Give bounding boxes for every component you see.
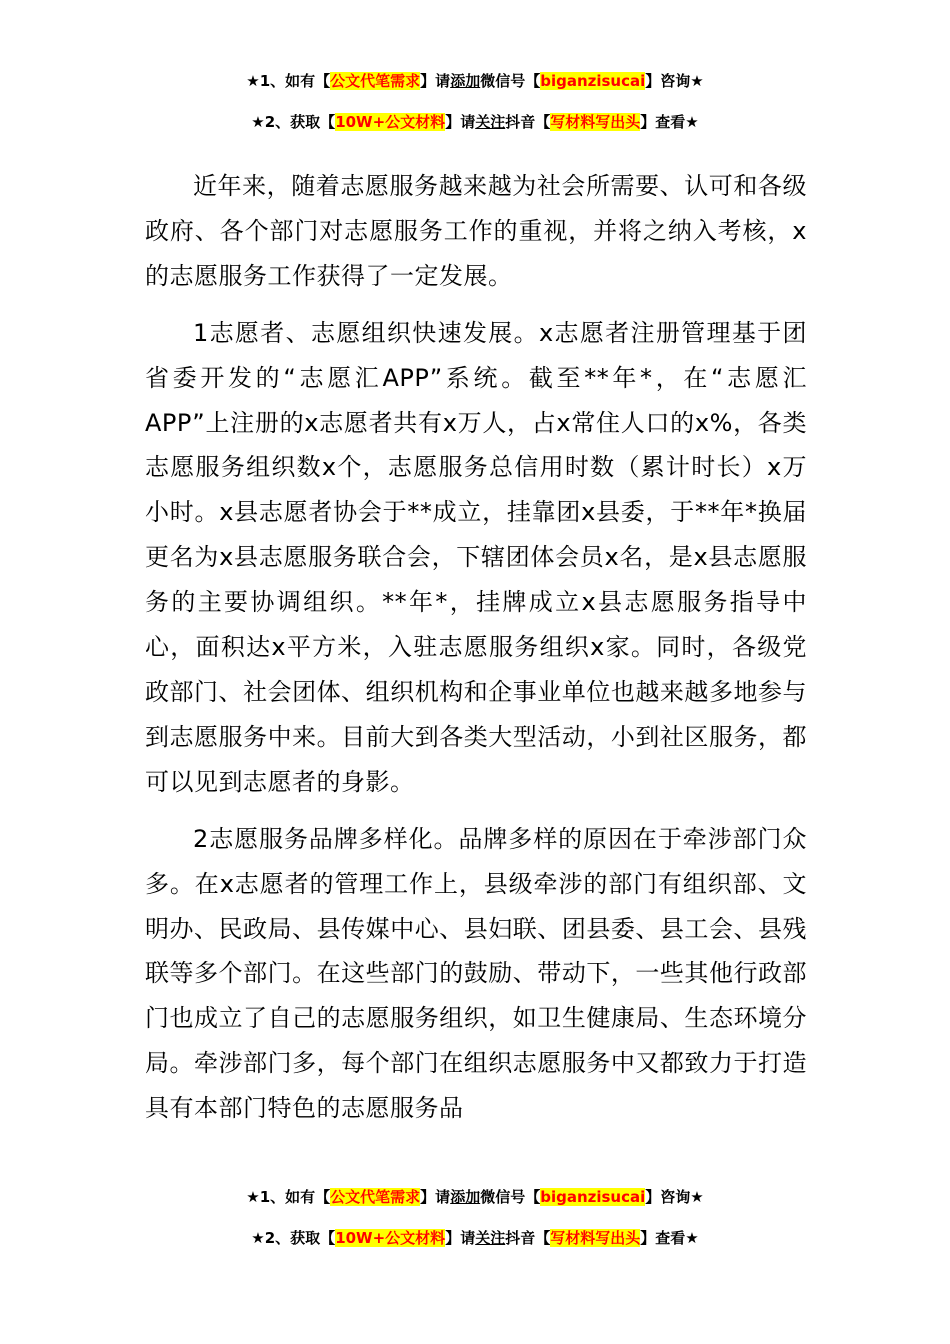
- promo-highlight: 公文代笔需求: [330, 1188, 421, 1206]
- footer-promo-line-2: [0, 1228, 950, 1248]
- promo-wechat-id: biganzisucai: [540, 72, 646, 90]
- promo-prefix: ★1、如有【: [246, 72, 331, 90]
- promo-prefix: ★2、获取【: [251, 113, 336, 131]
- promo-suffix: 】咨询★: [645, 72, 704, 90]
- promo-wechat-id: biganzisucai: [540, 1188, 646, 1206]
- promo-text: 微信号【: [480, 1188, 541, 1206]
- promo-emphasis: 关注: [475, 1229, 506, 1247]
- body-paragraph-volunteer-growth: 1志愿者、志愿组织快速发展。x志愿者注册管理基于团省委开发的“志愿汇APP”系统。截至**年*，在“志愿汇APP”上注册的x志愿者共有x万人，占x常住人口的x%，各类志愿服务组织数x个，志愿服务总信用时数（累计时长）x万小时。x县志愿者协会于**成立，挂靠团x县委，于**年*换届更名为x县志愿服务联合会，下辖团体会员x名，是x县志愿服务的主要协调组织。**年*，挂牌成立x县志愿服务指导中心，面积达x平方米，入驻志愿服务组织x家。同时，各级党政部门、社会团体、组织机构和企事业单位也越来越多地参与到志愿服务中来。目前大到各类大型活动，小到社区服务，都可以见到志愿者的身影。: [145, 318, 807, 796]
- promo-highlight: 10W+公文材料: [335, 113, 446, 131]
- promo-text: 微信号【: [480, 72, 541, 90]
- promo-suffix: 】查看★: [640, 113, 699, 131]
- promo-emphasis: 添加: [450, 1188, 481, 1206]
- promo-text: 抖音【: [505, 113, 551, 131]
- promo-suffix: 】查看★: [640, 1229, 699, 1247]
- promo-highlight: 公文代笔需求: [330, 72, 421, 90]
- promo-douyin-id: 写材料写出头: [550, 1229, 641, 1247]
- promo-emphasis: 关注: [475, 113, 506, 131]
- body-paragraph-brand-diversity: 2志愿服务品牌多样化。品牌多样的原因在于牵涉部门众多。在x志愿者的管理工作上，县级牵涉的部门有组织部、文明办、民政局、县传媒中心、县妇联、团县委、县工会、县残联等多个部门。在这些部门的鼓励、带动下，一些其他行政部门也成立了自己的志愿服务组织，如卫生健康局、生态环境分局。牵涉部门多，每个部门在组织志愿服务中又都致力于打造具有本部门特色的志愿服务品: [145, 824, 807, 1123]
- promo-text: 】请: [445, 113, 476, 131]
- promo-prefix: ★1、如有【: [246, 1188, 331, 1206]
- promo-text: 】请: [445, 1229, 476, 1247]
- promo-prefix: ★2、获取【: [251, 1229, 336, 1247]
- promo-highlight: 10W+公文材料: [335, 1229, 446, 1247]
- document-body: [145, 164, 807, 1143]
- header-promo-line-1: [0, 71, 950, 91]
- promo-douyin-id: 写材料写出头: [550, 113, 641, 131]
- promo-text: 】请: [420, 72, 451, 90]
- body-paragraph-intro: 近年来，随着志愿服务越来越为社会所需要、认可和各级政府、各个部门对志愿服务工作的重视，并将之纳入考核，x的志愿服务工作获得了一定发展。: [145, 172, 807, 290]
- promo-suffix: 】咨询★: [645, 1188, 704, 1206]
- promo-emphasis: 添加: [450, 72, 481, 90]
- footer-promo-line-1: [0, 1187, 950, 1207]
- promo-text: 】请: [420, 1188, 451, 1206]
- promo-text: 抖音【: [505, 1229, 551, 1247]
- header-promo-line-2: [0, 112, 950, 132]
